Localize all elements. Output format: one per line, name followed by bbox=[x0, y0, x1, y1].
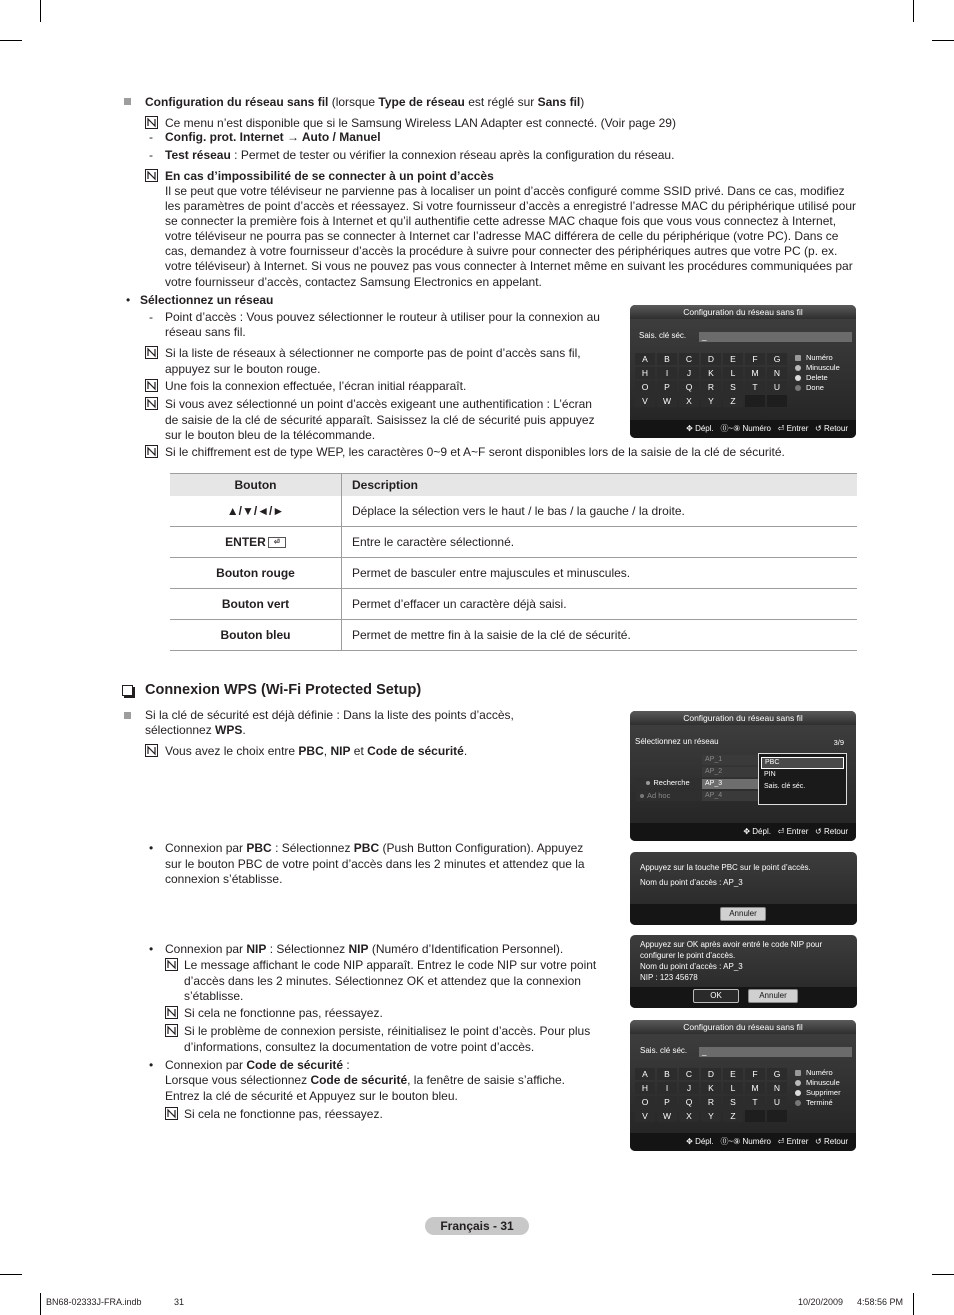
tv-footer: ✥ Dépl. ⓪~⑨ Numéro ⏎ Entrer ↺ Retour bbox=[630, 1133, 856, 1151]
keyboard-key[interactable]: N bbox=[767, 1082, 787, 1094]
keyboard-key[interactable]: P bbox=[657, 381, 677, 393]
keyboard-key[interactable] bbox=[745, 1110, 765, 1122]
red-button-icon bbox=[795, 365, 801, 371]
dialog-text: NIP : 123 45678 bbox=[640, 973, 698, 982]
keyboard-key[interactable]: G bbox=[767, 1068, 787, 1080]
keyboard-key[interactable]: Z bbox=[723, 1110, 743, 1122]
keyboard-key[interactable]: I bbox=[657, 1082, 677, 1094]
dialog-text: configurer le point d’accès. bbox=[640, 951, 736, 960]
table-row: Bouton vert Permet d’effacer un caractère déjà saisi. bbox=[170, 589, 857, 620]
keyboard-key[interactable]: W bbox=[657, 1110, 677, 1122]
keyboard-key[interactable]: R bbox=[701, 1096, 721, 1108]
page-number-badge: Français - 31 bbox=[425, 1217, 529, 1235]
keyboard-key[interactable]: V bbox=[635, 395, 655, 407]
keyboard-key[interactable]: M bbox=[745, 367, 765, 379]
search-button[interactable]: Recherche bbox=[636, 778, 700, 788]
tv-dialog-pbc bbox=[630, 852, 857, 925]
keyboard-key[interactable]: Y bbox=[701, 395, 721, 407]
crop-mark bbox=[40, 0, 41, 22]
square-bullet-icon bbox=[124, 712, 131, 719]
crop-mark bbox=[913, 1293, 914, 1315]
keyboard-key[interactable] bbox=[767, 1110, 787, 1122]
adhoc-button[interactable]: Ad hoc bbox=[636, 791, 704, 801]
ap-list-item[interactable]: AP_2 bbox=[702, 767, 761, 777]
print-file-page: 31 bbox=[174, 1297, 185, 1307]
note-icon bbox=[145, 744, 158, 757]
wps-option-key[interactable]: Sais. clé séc. bbox=[764, 783, 806, 790]
keyboard-key[interactable] bbox=[745, 395, 765, 407]
note-text: Le message affichant le code NIP apparaît. Entrez le code NIP sur votre point d’accès dans les 2 minutes. Sélectionnez OK et attendez que la connexion s’établisse. bbox=[184, 958, 597, 1003]
keyboard-key[interactable]: A bbox=[635, 353, 655, 365]
crop-mark bbox=[0, 1274, 22, 1275]
note-icon bbox=[145, 346, 158, 359]
code-text: Lorsque vous sélectionnez Code de sécurité, la fenêtre de saisie s’affiche. bbox=[165, 1073, 566, 1087]
page-indicator: 3/9 bbox=[833, 738, 844, 747]
keyboard-key[interactable]: V bbox=[635, 1110, 655, 1122]
keyboard-key[interactable]: N bbox=[767, 367, 787, 379]
dash-item: - bbox=[149, 310, 153, 324]
pbc-text: Connexion par PBC : Sélectionnez PBC (Push Button Configuration). Appuyez sur le bouton PBC de votre point d’accès dans les 2 minutes et attendez que la connexion s’établisse. bbox=[165, 841, 585, 886]
return-icon: ↺ bbox=[815, 1137, 822, 1146]
print-time: 4:58:56 PM bbox=[857, 1297, 904, 1307]
crop-mark bbox=[40, 1293, 41, 1315]
keyboard-key[interactable]: J bbox=[679, 367, 699, 379]
keyboard-key[interactable]: O bbox=[635, 1096, 655, 1108]
move-icon: ✥ bbox=[686, 424, 693, 433]
table-row: Bouton rouge Permet de basculer entre majuscules et minuscules. bbox=[170, 558, 857, 589]
keyboard-key[interactable]: D bbox=[701, 353, 721, 365]
button-table bbox=[170, 473, 857, 651]
keyboard-key[interactable]: Q bbox=[679, 1096, 699, 1108]
keyboard-key[interactable]: C bbox=[679, 1068, 699, 1080]
green-button-icon bbox=[795, 375, 801, 381]
note-icon bbox=[145, 116, 158, 129]
tv-screen-label: Sélectionnez un réseau bbox=[635, 737, 719, 746]
crop-mark bbox=[0, 40, 22, 41]
dash-item: - bbox=[149, 148, 153, 162]
note-text: Ce menu n’est disponible que si le Samsung Wireless LAN Adapter est connecté. (Voir page 29) bbox=[165, 116, 676, 130]
wps-option-pbc[interactable]: PBC bbox=[761, 757, 844, 769]
keyboard-key[interactable]: G bbox=[767, 353, 787, 365]
move-icon: ✥ bbox=[743, 827, 751, 836]
note-text: Si vous avez sélectionné un point d’accès exigeant une authentification : L’écran de saisie de la clé de sécurité apparaît. Saisissez la clé de sécurité puis appuyez sur le bouton bleu de la télécommande. bbox=[165, 397, 595, 442]
note-icon bbox=[145, 397, 158, 410]
table-header: Bouton bbox=[170, 474, 342, 497]
dash-item-text: Config. prot. Internet → Auto / Manuel bbox=[165, 130, 381, 144]
note-text: Si la liste de réseaux à sélectionner ne comporte pas de point d’accès sans fil, appuyez sur le bouton rouge. bbox=[165, 346, 581, 376]
bullet-dot: • bbox=[149, 841, 154, 855]
key-input[interactable]: _ bbox=[699, 1047, 852, 1057]
number-range-icon: ⓪~⑨ bbox=[720, 1137, 741, 1146]
ap-list-item-selected[interactable]: AP_3 bbox=[702, 779, 761, 789]
keyboard-key[interactable]: B bbox=[657, 353, 677, 365]
number-key-icon bbox=[795, 355, 801, 361]
note-text: Si le problème de connexion persiste, réinitialisez le point d’accès. Pour plus d’informations, consultez la documentation de votre point d’accès. bbox=[184, 1024, 591, 1054]
keyboard-key[interactable]: E bbox=[723, 353, 743, 365]
note-body: Il se peut que votre téléviseur ne parvienne pas à localiser un point d’accès configuré comme SSID privé. Dans ce cas, modifiez les paramètres de point d’accès et réessayez. Si votre fournisseur d’accès a enregistré l’adresse MAC du périphérique utilisé pour se connecter la première fois à Internet et qu’il authentifie cette adresse MAC chaque fois que vous vous connectez à Internet, votre téléviseur ne pourra pas se connecter à Internet car l’adresse MAC différera de celle du périphérique (votre PC). Dans ce cas, demandez à votre fournisseur d’accès la procédure à suivre pour connecter des périphériques autres que votre PC (p. ex. votre téléviseur) à Internet. Si vous ne pouvez pas vous connecter à Internet même en suivant les procédures communiquées par votre fournisseur d’accès, contactez Samsung Electronics en appelant. bbox=[165, 184, 857, 289]
tv-footer: ✥ Dépl. ⏎ Entrer ↺ Retour bbox=[630, 823, 856, 841]
table-header: Description bbox=[342, 474, 858, 497]
crop-mark bbox=[932, 40, 954, 41]
keyboard-key[interactable]: H bbox=[635, 367, 655, 379]
red-button-icon bbox=[795, 1080, 801, 1086]
key-field-label: Sais. clé séc. bbox=[640, 1046, 688, 1055]
keyboard-key[interactable]: U bbox=[767, 1096, 787, 1108]
key-field-label: Sais. clé séc. bbox=[639, 331, 687, 340]
enter-icon: ⏎ bbox=[268, 537, 286, 548]
note-text: Si cela ne fonctionne pas, réessayez. bbox=[184, 1006, 383, 1020]
keyboard-key[interactable]: W bbox=[657, 395, 677, 407]
blue-button-icon bbox=[795, 1100, 801, 1106]
dialog-text: Nom du point d’accès : AP_3 bbox=[640, 878, 743, 887]
nip-text: Connexion par NIP : Sélectionnez NIP (Numéro d’Identification Personnel). bbox=[165, 942, 564, 956]
keyboard-key[interactable]: S bbox=[723, 1096, 743, 1108]
crop-mark bbox=[932, 1274, 954, 1275]
note-text: Si cela ne fonctionne pas, réessayez. bbox=[184, 1107, 383, 1121]
bullet-dot: • bbox=[149, 1058, 154, 1072]
enter-icon: ⏎ bbox=[777, 1137, 785, 1146]
keyboard-key[interactable]: U bbox=[767, 381, 787, 393]
tv-screen-title: Configuration du réseau sans fil bbox=[630, 711, 856, 725]
note-icon bbox=[145, 169, 158, 182]
tv-screen-select-network bbox=[630, 711, 856, 841]
tv-screen-key-entry bbox=[630, 1020, 856, 1151]
return-icon: ↺ bbox=[815, 827, 822, 836]
keyboard-key[interactable]: H bbox=[635, 1082, 655, 1094]
dash-item-text: Test réseau : Permet de tester ou vérifier la connexion réseau après la configuration du réseau. bbox=[165, 148, 675, 162]
keyboard-key[interactable]: X bbox=[679, 1110, 699, 1122]
dialog-text: Appuyez sur la touche PBC sur le point d’accès. bbox=[640, 863, 811, 872]
note-icon bbox=[145, 379, 158, 392]
red-button-icon bbox=[646, 781, 650, 785]
crop-mark bbox=[913, 0, 914, 22]
tv-screen-title: Configuration du réseau sans fil bbox=[630, 305, 856, 319]
dash-item: - bbox=[149, 130, 153, 144]
note-icon bbox=[165, 958, 178, 971]
keyboard-key[interactable]: A bbox=[635, 1068, 655, 1080]
number-range-icon: ⓪~⑨ bbox=[720, 424, 741, 433]
keyboard-key[interactable]: K bbox=[701, 367, 721, 379]
table-row: ▲/▼/◄/► Déplace la sélection vers le haut / le bas / la gauche / la droite. bbox=[170, 496, 857, 527]
dialog-text: Nom du point d’accès : AP_3 bbox=[640, 962, 743, 971]
keyboard-key[interactable]: I bbox=[657, 367, 677, 379]
keyboard-key[interactable]: M bbox=[745, 1082, 765, 1094]
section-heading: Connexion WPS (Wi-Fi Protected Setup) bbox=[145, 682, 422, 698]
note-icon bbox=[145, 445, 158, 458]
keyboard-key[interactable]: C bbox=[679, 353, 699, 365]
code-text: Connexion par Code de sécurité : bbox=[165, 1058, 350, 1072]
bullet-dot: • bbox=[126, 293, 131, 307]
note-icon bbox=[165, 1024, 178, 1037]
bullet-title: Sélectionnez un réseau bbox=[140, 293, 274, 307]
green-button-icon bbox=[640, 794, 644, 798]
note-title: En cas d’impossibilité de se connecter à un point d’accès bbox=[165, 169, 494, 183]
keyboard-key[interactable]: F bbox=[745, 1068, 765, 1080]
keyboard-key[interactable]: F bbox=[745, 353, 765, 365]
keyboard-key[interactable]: R bbox=[701, 381, 721, 393]
enter-icon: ⏎ bbox=[777, 424, 785, 433]
keyboard-key[interactable]: E bbox=[723, 1068, 743, 1080]
code-text: Entrez la clé de sécurité et Appuyez sur le bouton bleu. bbox=[165, 1089, 458, 1103]
wps-options-popup bbox=[758, 753, 847, 805]
bullet-dot: • bbox=[149, 942, 154, 956]
keyboard-key[interactable]: X bbox=[679, 395, 699, 407]
tv-footer: ✥ Dépl. ⓪~⑨ Numéro ⏎ Entrer ↺ Retour bbox=[630, 420, 856, 438]
dash-item-text: Point d’accès : Vous pouvez sélectionner le routeur à utiliser pour la connexion au réseau sans fil. bbox=[165, 310, 600, 339]
keyboard-key[interactable]: O bbox=[635, 381, 655, 393]
key-input[interactable]: _ bbox=[699, 332, 852, 342]
print-date: 10/20/2009 bbox=[798, 1297, 844, 1307]
section-title: Configuration du réseau sans fil (lorsque Type de réseau est réglé sur Sans fil) bbox=[145, 95, 585, 109]
keyboard-key[interactable]: K bbox=[701, 1082, 721, 1094]
tv-screen-key-entry bbox=[630, 305, 856, 438]
keyboard-key[interactable]: L bbox=[723, 1082, 743, 1094]
tv-screen-title: Configuration du réseau sans fil bbox=[630, 1020, 856, 1034]
print-file-name: BN68-02333J-FRA.indb bbox=[46, 1297, 142, 1307]
blue-button-icon bbox=[795, 385, 801, 391]
note-icon bbox=[165, 1107, 178, 1120]
keyboard-key[interactable]: Q bbox=[679, 381, 699, 393]
tv-dialog-nip bbox=[630, 935, 857, 1008]
note-text: Une fois la connexion effectuée, l’écran initial réapparaît. bbox=[165, 379, 467, 393]
keyboard-key[interactable]: T bbox=[745, 1096, 765, 1108]
keyboard-legend: Numéro Minuscule Delete Done bbox=[795, 353, 840, 393]
checkbox-bullet-icon bbox=[122, 685, 133, 696]
keyboard-key[interactable]: P bbox=[657, 1096, 677, 1108]
cancel-button[interactable]: Annuler bbox=[748, 989, 798, 1003]
enter-icon: ⏎ bbox=[777, 827, 785, 836]
wps-option-pin[interactable]: PIN bbox=[764, 771, 776, 778]
square-bullet-icon bbox=[124, 98, 131, 105]
wps-intro: Si la clé de sécurité est déjà définie : Dans la liste des points d’accès, sélectionnez WPS. bbox=[145, 708, 514, 737]
return-icon: ↺ bbox=[815, 424, 822, 433]
keyboard-key[interactable]: T bbox=[745, 381, 765, 393]
green-button-icon bbox=[795, 1090, 801, 1096]
move-icon: ✥ bbox=[686, 1137, 693, 1146]
number-key-icon bbox=[795, 1070, 801, 1076]
table-row: Bouton bleu Permet de mettre fin à la saisie de la clé de sécurité. bbox=[170, 620, 857, 651]
keyboard-key[interactable]: J bbox=[679, 1082, 699, 1094]
keyboard-key[interactable]: Z bbox=[723, 395, 743, 407]
note-text: Vous avez le choix entre PBC, NIP et Code de sécurité. bbox=[165, 744, 468, 758]
keyboard-key[interactable]: Y bbox=[701, 1110, 721, 1122]
keyboard-key[interactable]: L bbox=[723, 367, 743, 379]
ap-list-item[interactable]: AP_4 bbox=[702, 791, 761, 801]
note-icon bbox=[165, 1006, 178, 1019]
dialog-text: Appuyez sur OK après avoir entré le code NIP pour bbox=[640, 940, 823, 949]
note-text: Si le chiffrement est de type WEP, les caractères 0~9 et A~F seront disponibles lors de la saisie de la clé de sécurité. bbox=[165, 445, 785, 459]
keyboard-key[interactable]: S bbox=[723, 381, 743, 393]
keyboard-key[interactable]: D bbox=[701, 1068, 721, 1080]
ap-list-item[interactable]: AP_1 bbox=[702, 755, 761, 765]
keyboard-key[interactable]: B bbox=[657, 1068, 677, 1080]
keyboard-key[interactable] bbox=[767, 395, 787, 407]
cancel-button[interactable]: Annuler bbox=[720, 907, 766, 921]
keyboard-legend: Numéro Minuscule Supprimer Terminé bbox=[795, 1068, 841, 1108]
table-row: ENTER ⏎ Entre le caractère sélectionné. bbox=[170, 527, 857, 558]
ok-button[interactable]: OK bbox=[693, 989, 739, 1003]
